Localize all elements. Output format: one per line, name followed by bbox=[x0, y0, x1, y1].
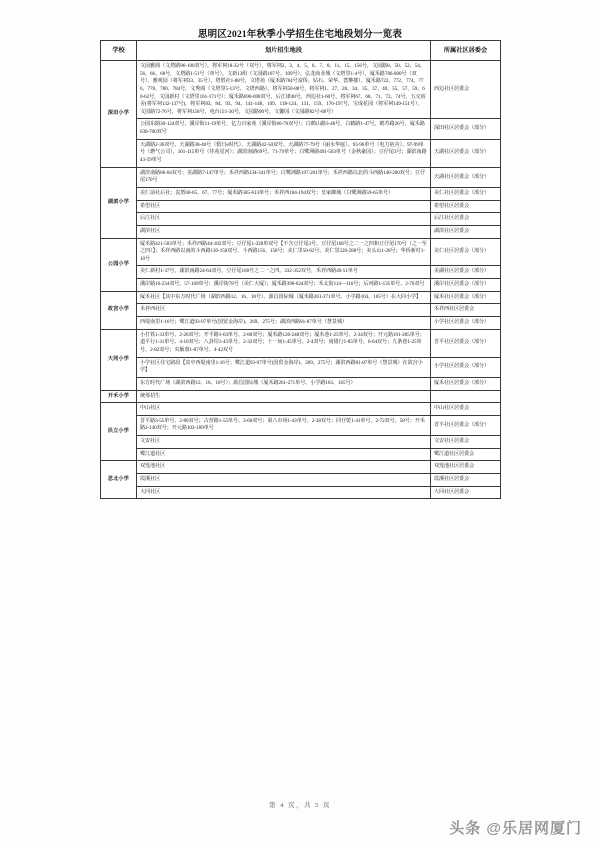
enrollment-table bbox=[100, 40, 501, 499]
table-header-row bbox=[101, 41, 501, 61]
community-committee-cell: 厦禾社区居委会（部分） bbox=[431, 291, 501, 304]
table-row bbox=[101, 377, 501, 390]
table-row bbox=[101, 436, 501, 449]
community-committee-cell: 小学社区居委会（部分） bbox=[431, 317, 501, 330]
table-row bbox=[101, 119, 501, 139]
table-row bbox=[101, 61, 501, 119]
table-row bbox=[101, 473, 501, 486]
enrollment-area-cell: 大同社区 bbox=[137, 486, 431, 499]
community-committee-cell: 溪岸社区居委会（部分） bbox=[431, 279, 501, 292]
community-committee-cell: 中山社区居委会 bbox=[431, 403, 501, 416]
table-row bbox=[101, 403, 501, 416]
school-name-cell: 大同小学 bbox=[101, 329, 137, 390]
table-row bbox=[101, 461, 501, 474]
enrollment-area-cell: 统筹招生 bbox=[137, 390, 431, 403]
school-name-cell: 开禾小学 bbox=[101, 390, 137, 403]
enrollment-area-cell: 鹭江道社区 bbox=[137, 448, 431, 461]
enrollment-area-cell: 东方时代广场（湖滨西路12、16、18号）；源昌国际城（厦禾路261-271单号、小学路163、165号） bbox=[137, 377, 431, 390]
school-name-cell: 湖滨小学 bbox=[101, 167, 137, 238]
enrollment-area-cell: 溪岸路16-234双号、57-169单号；溪岸街78号（美仁大厦）；厦禾路390-624双号；禾太街114—116号；后河路1-135单号、2-70双号 bbox=[137, 279, 431, 292]
enrollment-area-cell: 湖滨南路66-84双号；美湖路7-147单号；禾祥西路134-341单号；白鹭洲路197-201单号；禾祥西路以北的斗西路140-200双号；豆仔尾170号 bbox=[137, 167, 431, 187]
enrollment-area-cell: 厦禾路421-583单号；禾祥西路44-182双号；豆仔尾1-328单双号【不含豆仔尾3号、豆仔尾168号之二一之四和豆仔尾170号（之一至之四）】；禾祥西路以南的斗西路130-150双号、斗西路156、158号；美仁里50-62号、美仁里220-288号；美头山1-28号；华侨新村1-10号 bbox=[137, 238, 431, 266]
enrollment-area-cell: 公园东路30-124双号，溪岸街11-19单号，亿力百家苑（溪岸街60-70双号）；白鹤山路3-48号，白鹤路1-47号，鹤寿路26号，厦禾路630-700双号 bbox=[137, 119, 431, 139]
enrollment-area-cell: 西堤南里1-16号；鹭江道93-97单号(国贸金海岸)、269、275号；湖滨西路81-87单号（慧景城） bbox=[137, 317, 431, 330]
community-committee-cell: 天湖社区居委会（部分） bbox=[431, 139, 501, 167]
community-committee-cell: 深田社区居委会（部分） bbox=[431, 119, 501, 139]
enrollment-area-cell: 后江社区 bbox=[137, 213, 431, 226]
enrollment-area-cell: 禾祥西社区 bbox=[137, 304, 431, 317]
community-committee-cell bbox=[431, 390, 501, 403]
watermark: 头条 @乐居网厦门 bbox=[449, 820, 582, 837]
enrollment-area-cell: 中山社区 bbox=[137, 403, 431, 416]
table-row bbox=[101, 167, 501, 187]
school-name-cell: 公园小学 bbox=[101, 238, 137, 291]
table-row bbox=[101, 357, 501, 377]
enrollment-area-cell: 美仁前社后社；袁厝60-65、67、77号；厦禾路585-613单号；禾祥西184-194双号；皇家御城（白鹭洲路59-65单号） bbox=[137, 187, 431, 200]
table-row bbox=[101, 291, 501, 304]
community-committee-cell: 美仁社区居委会（部分） bbox=[431, 238, 501, 266]
community-committee-cell: 后江社区居委会 bbox=[431, 213, 501, 226]
community-committee-cell: 西边社区居委会 bbox=[431, 61, 501, 119]
school-name-cell: 思北小学 bbox=[101, 461, 137, 499]
enrollment-area-cell: 小学社区住宅路段【其中西堤南里1-16号；鹭江道93-97单号(国贸金海岸)、269、275号；湖滨西路81-87单号（慧景城）在故宫小学】 bbox=[137, 357, 431, 377]
table-row bbox=[101, 390, 501, 403]
table-body bbox=[101, 61, 501, 499]
table-row bbox=[101, 317, 501, 330]
enrollment-area-cell: 湖滨社区 bbox=[137, 225, 431, 238]
column-header-community: 所属社区居委会 bbox=[431, 41, 501, 61]
community-committee-cell: 天湖社区居委会（部分） bbox=[431, 167, 501, 187]
column-header-school: 学校 bbox=[101, 41, 137, 61]
enrollment-area-cell: 小打铁1-33单号、2-26双号；开平路1-63单号、2-80双号；厦禾路126-248双号；厦禾巷1-25单号、2-34双号；开元路191-285单号；道平行1-31单号、4-10双号；八卦埕1-45单号、2-32双号；十一间1-45单号、2-4双号；南猪行1-85单号、6-64双号；九条巷1-25单号、2-82双号；夹飯寮1-87单号、4-42双号 bbox=[137, 329, 431, 357]
enrollment-area-cell: 霞溪社区 bbox=[137, 473, 431, 486]
enrollment-area-cell: 希望社区 bbox=[137, 200, 431, 213]
community-committee-cell: 鹭江道社区居委会 bbox=[431, 448, 501, 461]
community-committee-cell: 大同社区居委会 bbox=[431, 486, 501, 499]
table-header bbox=[101, 41, 501, 61]
community-committee-cell: 厦禾社区居委会（部分） bbox=[431, 377, 501, 390]
community-committee-cell: 禾祥西社区居委会 bbox=[431, 304, 501, 317]
table-row bbox=[101, 279, 501, 292]
table-row bbox=[101, 187, 501, 200]
community-committee-cell: 晋平社区居委会（部分） bbox=[431, 329, 501, 357]
enrollment-area-cell: 天湖路2-36双号、天湖路38-40号（假日e时代）、天湖路42-50双号、天湖路77-79号（丽水华庭）、93-96单号（电力宿舍）、97-99单号（燃气公司）、101-115单号（佳苑星河）；湖滨南路69号、71-79单号；白鹭洲路491-503单号（金秋豪园）；豆仔尾3号；湖滨南路43-59单号 bbox=[137, 139, 431, 167]
column-header-area: 划片招生地段 bbox=[137, 41, 431, 61]
table-row bbox=[101, 266, 501, 279]
enrollment-area-cell: 厦禾社区【其中东方时代广场（湖滨西路12、16、18号）、源昌国际城（厦禾路261-271单号、小学路163、165号）在大同小学】 bbox=[137, 291, 431, 304]
school-name-cell: 深田小学 bbox=[101, 61, 137, 168]
community-committee-cell: 晋平社区居委会（部分） bbox=[431, 415, 501, 435]
page-footer: 第 4 页，共 5 页 bbox=[269, 802, 331, 809]
table-row bbox=[101, 304, 501, 317]
enrollment-area-cell: 晋平路3-55单号、2-80双号；古营路1-55单号、2-60双号；第八市场1-43单号、2-38双号；同仔乾1-41单号、2-72双号、58号；开禾路2-140双号；开元路103-189单号 bbox=[137, 415, 431, 435]
community-committee-cell: 小学社区居委会（部分） bbox=[431, 357, 501, 377]
community-committee-cell: 美湖社区居委会（部分） bbox=[431, 266, 501, 279]
table-row bbox=[101, 329, 501, 357]
table-row bbox=[101, 415, 501, 435]
community-committee-cell: 霞溪社区居委会 bbox=[431, 473, 501, 486]
table-row bbox=[101, 448, 501, 461]
enrollment-area-cell: 文园雅阁（文塔路86-100双号），将军祠18-32号（双号），将军祠2、3、4、5、6、7、8、11、15、156号，文园路8、50、52、54、56、66、68号，文塔路1-51号（单号），文新13组（文园路107号、109号），弘龙商业城（文塔里1-4号），厦禾路786-800号（双号），雅观园（将军祠33、35号），塔厝社1-88号，文塔苑（厦禾路784号富侨、钻石、荣华、蔷攀楼），厦禾路722、772、774、776、778、780、784号，文秀阁（文塔里5-13号、文塔西路），将军祠50-88号，将军祠1、27、28、34、35、37、40、55、57、59、60-62号，文园新村（文塔里161-171号）；厦禾路690-698双号，后江埭48号，西边社1-60号，将军祠67、68、71、72、74号，五交宿舍(将军祠132-137号)，将军祠83、84、93、94、141-148、109、118-124、131、159、176-197号，宝成花园（将军祠149-151号），文园路72-76号，将军祠158号，电台山1-30号，文园路90号，文馨园（文园路82号-88号） bbox=[137, 61, 431, 119]
community-committee-cell: 美仁社区居委会（部分） bbox=[431, 187, 501, 200]
community-committee-cell: 文安社区居委会 bbox=[431, 436, 501, 449]
table-row bbox=[101, 200, 501, 213]
community-committee-cell: 双莲池社区居委会 bbox=[431, 461, 501, 474]
table-row bbox=[101, 486, 501, 499]
page-title: 思明区2021年秋季小学招生住宅地段划分一览表 bbox=[197, 30, 403, 40]
community-committee-cell: 希望社区居委会 bbox=[431, 200, 501, 213]
school-name-cell: 故宫小学 bbox=[101, 291, 137, 329]
enrollment-area-cell: 文安社区 bbox=[137, 436, 431, 449]
community-committee-cell: 湖滨社区居委会 bbox=[431, 225, 501, 238]
table-row bbox=[101, 225, 501, 238]
enrollment-area-cell: 美仁新村1-37号，湖滨南路24-64双号，豆仔尾168号之二一之四、332-352双号，禾祥西路49-51单号 bbox=[137, 266, 431, 279]
table-row bbox=[101, 238, 501, 266]
school-name-cell: 民立小学 bbox=[101, 403, 137, 461]
table-row bbox=[101, 213, 501, 226]
table-row bbox=[101, 139, 501, 167]
enrollment-area-cell: 双莲池社区 bbox=[137, 461, 431, 474]
